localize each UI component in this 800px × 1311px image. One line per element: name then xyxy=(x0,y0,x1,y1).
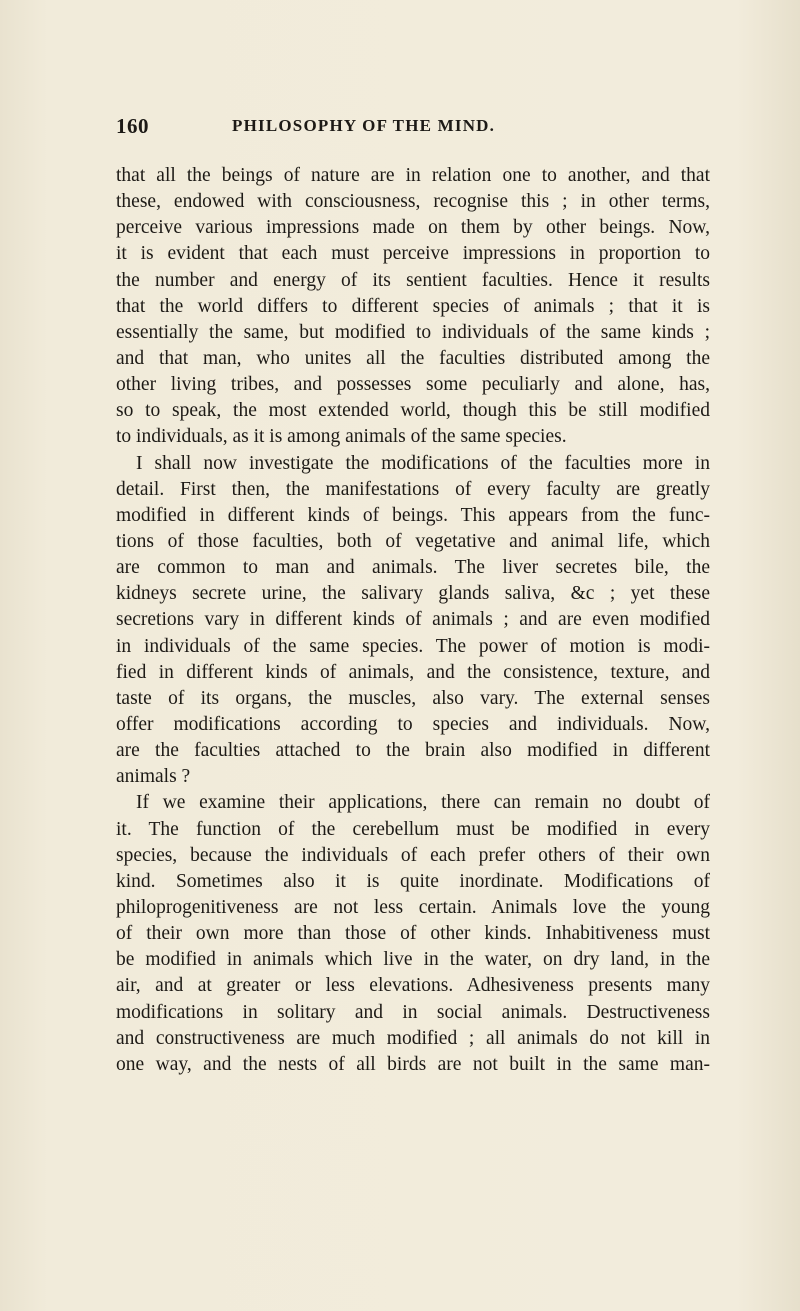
text-line: that the world differs to different species of animals ; that it is xyxy=(116,295,710,317)
page-number: 160 xyxy=(116,114,149,138)
text-line: animals ? xyxy=(116,766,191,788)
text-line: tions of those faculties, both of vegetative and animal life, which xyxy=(116,530,710,552)
text-line: are the faculties attached to the brain also modified in different xyxy=(116,740,710,762)
text-line: species, because the individuals of each prefer others of their own xyxy=(116,844,710,866)
text-line: offer modifications according to species and individuals. Now, xyxy=(116,713,710,735)
text-line: perceive various impressions made on them by other beings. Now, xyxy=(116,217,710,239)
text-line: I shall now investigate the modifications of the faculties more in xyxy=(136,452,710,474)
text-line: air, and at greater or less elevations. Adhesiveness presents many xyxy=(116,975,710,997)
text-line: of their own more than those of other kinds. Inhabitiveness must xyxy=(116,923,710,945)
text-line: be modified in animals which live in the water, on dry land, in the xyxy=(116,949,710,971)
text-line: are common to man and animals. The liver secretes bile, the xyxy=(116,557,710,579)
text-line: modified in different kinds of beings. This appears from the func- xyxy=(116,504,710,526)
text-line: to individuals, as it is among animals of the same species. xyxy=(116,426,567,448)
text-line: taste of its organs, the muscles, also vary. The external senses xyxy=(116,687,710,709)
body-text xyxy=(116,163,710,1078)
text-line: these, endowed with consciousness, recognise this ; in other terms, xyxy=(116,191,710,213)
text-line: kidneys secrete urine, the salivary glands saliva, &c ; yet these xyxy=(116,583,710,605)
text-line: other living tribes, and possesses some peculiarly and alone, has, xyxy=(116,374,710,396)
text-line: secretions vary in different kinds of animals ; and are even modified xyxy=(116,609,710,631)
text-line: the number and energy of its sentient faculties. Hence it results xyxy=(116,269,710,291)
text-line: If we examine their applications, there can remain no doubt of xyxy=(136,792,710,814)
text-line: modifications in solitary and in social animals. Destructiveness xyxy=(116,1001,710,1023)
text-line: that all the beings of nature are in relation one to another, and that xyxy=(116,165,710,186)
text-line: and constructiveness are much modified ; all animals do not kill in xyxy=(116,1027,710,1049)
text-line: it. The function of the cerebellum must be modified in every xyxy=(116,818,710,840)
text-line: so to speak, the most extended world, though this be still modified xyxy=(116,400,710,422)
page-header xyxy=(116,114,686,144)
text-line: philoprogenitiveness are not less certain. Animals love the young xyxy=(116,896,710,918)
text-line: in individuals of the same species. The power of motion is modi- xyxy=(116,635,710,657)
text-line: detail. First then, the manifestations of every faculty are greatly xyxy=(116,478,710,500)
running-title: PHILOSOPHY OF THE MIND. xyxy=(232,116,496,135)
text-line: one way, and the nests of all birds are not built in the same man- xyxy=(116,1053,710,1075)
text-line: fied in different kinds of animals, and the consistence, texture, and xyxy=(116,661,710,683)
text-line: and that man, who unites all the faculties distributed among the xyxy=(116,347,710,369)
text-line: it is evident that each must perceive impressions in proportion to xyxy=(116,243,710,265)
text-line: essentially the same, but modified to individuals of the same kinds ; xyxy=(116,321,710,343)
text-line: kind. Sometimes also it is quite inordinate. Modifications of xyxy=(116,870,710,892)
